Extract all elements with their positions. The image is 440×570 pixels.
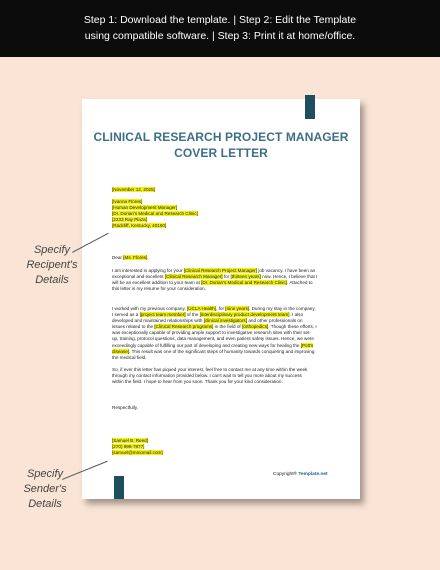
recipient-city: [Radcliff, Kentucky, 40160]	[112, 223, 167, 229]
sender-phone: [270) 998-7877]	[112, 444, 145, 450]
salutation-name: [Ms. Flores]	[123, 255, 148, 260]
recipient-company: [Dr. Dorian's Medical and Research Clinic]	[112, 211, 198, 217]
paragraph-3: So, if ever this letter has piqued your interest, feel free to contact me at any time within the week through my contact information provided below. I can't wait to tell you more about my success within the field. I hope to hear from you soon. Thank you for your kind consideration.	[112, 367, 308, 385]
copyright-brand: Template.net	[298, 472, 328, 477]
title-line-2: COVER LETTER	[174, 146, 268, 160]
instruction-banner	[0, 0, 440, 57]
banner-line-2: using compatible software. | Step 3: Print it at home/office.	[84, 30, 356, 42]
sender-block	[112, 438, 163, 456]
date-text: [November 12, 2025]	[112, 187, 155, 192]
recipient-name: [Ivanna Flores]	[112, 199, 143, 204]
sender-email: [samuel@mmomail.com]	[112, 450, 163, 456]
title-line-1: CLINICAL RESEARCH PROJECT MANAGER	[93, 130, 349, 144]
recipient-street: [2233 Ray Plaza]	[112, 217, 147, 223]
paragraph-2: I worked with my previous company, [UCLA Health], for [nine years]. During my stay in the company, I served as a [project team member] of the [interdisciplinary product development team]. I also developed and maintained relationships with [clinical investigators] and other professionals on issues related to the [Clinical Research programs] in the field of [orthopedics]. Though these efforts, I was exceptionally capable of providing ample support to investigative research sites with their set- up, training, protocol questions, data management, and even patient safety issues. Hence, we were exceedingly capable of fulfilling our part of developing and creating new ways for healing the [Pott's disease]. This result was one of the significant steps of humanity towards conquering and improving the medical field.	[112, 306, 317, 360]
accent-bar-top	[305, 95, 315, 119]
callout-sender: Specify Sender's Details	[23, 468, 67, 510]
date	[112, 187, 155, 193]
sender-name: [Samuel B. Reed]	[112, 438, 149, 443]
salutation: Dear [Ms. Flores],	[112, 255, 149, 260]
copyright: Copyright® Template.net	[273, 472, 328, 477]
accent-bar-bottom	[114, 476, 124, 499]
banner-line-1: Step 1: Download the template. | Step 2: Edit the Template	[83, 14, 357, 26]
recipient-block	[112, 199, 198, 229]
document-title	[82, 129, 360, 161]
paragraph-1: I am interested in applying for your [Clinical Research Project Manager] job vacancy. I have been an exceptional and excellent [Clinical Research Manager] for [thirteen years] now. Hence, I believe that I will be an excellent addition to your team at [Dr. Dorian's Medical and Research Clinic]. Attached to this letter is my resume for your consideration.	[112, 268, 318, 292]
recipient-title: [Human Development Manager]	[112, 205, 178, 211]
callout-recipient: Specify Recipent's Details	[26, 244, 78, 286]
closing: Respectfully,	[112, 405, 138, 410]
